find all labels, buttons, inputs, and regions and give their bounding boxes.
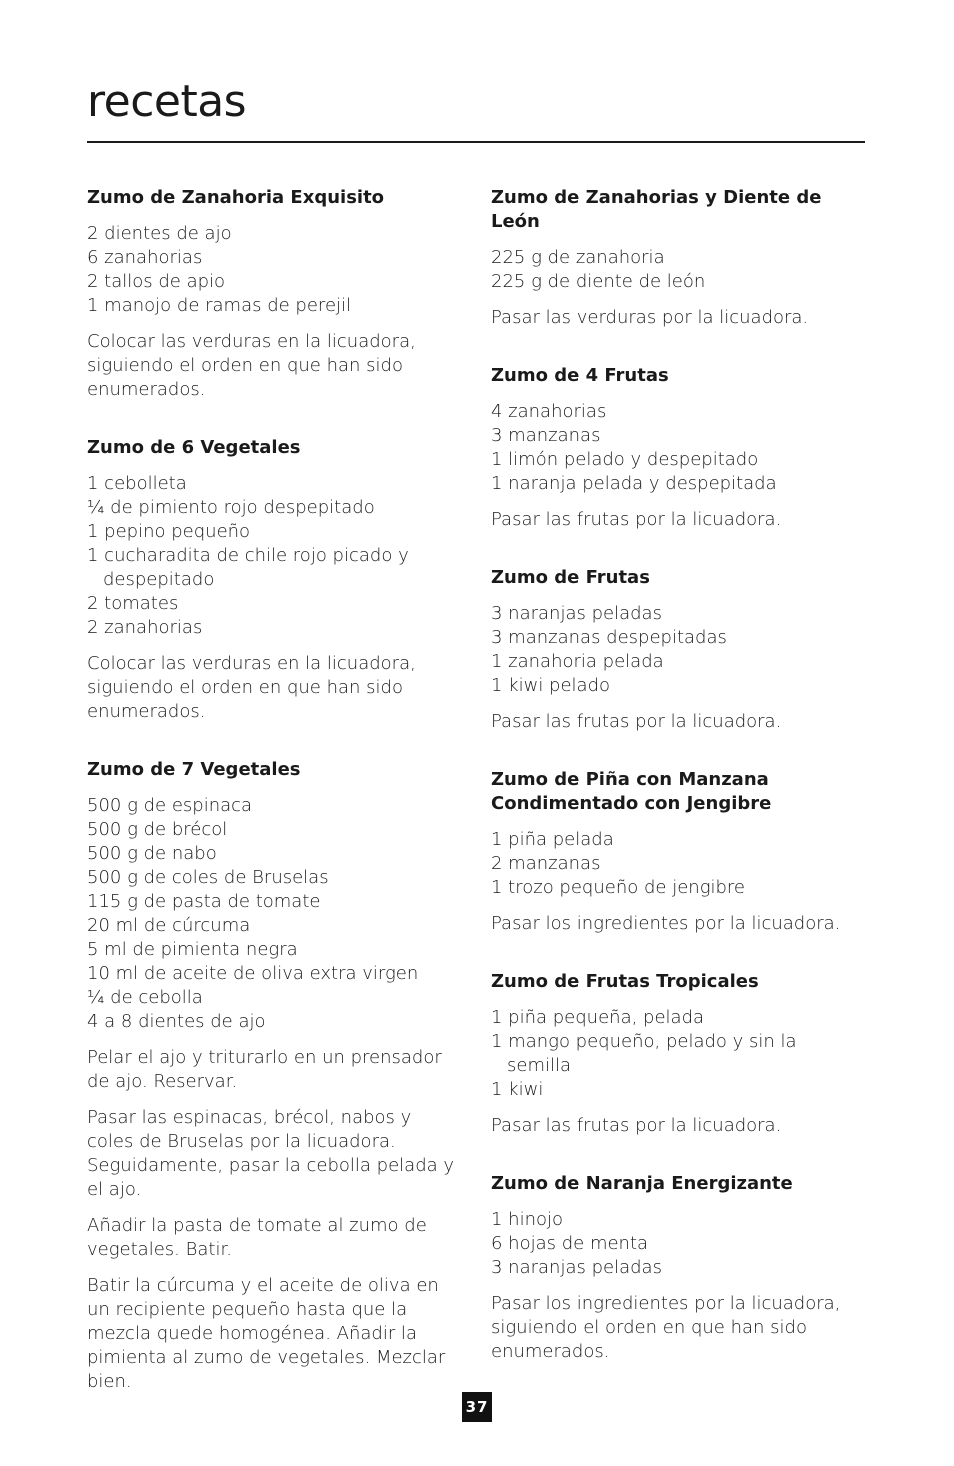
ingredient-item: 6 hojas de menta: [491, 1233, 649, 1254]
recipe: [491, 1172, 866, 1364]
ingredient-item: 500 g de espinaca: [87, 795, 253, 816]
ingredient-item: 1 hinojo: [491, 1209, 564, 1230]
ingredient-item: 6 zanahorias: [87, 247, 203, 268]
recipe-title: Zumo de 7 Vegetales: [87, 759, 301, 780]
ingredient-item: 1 naranja pelada y despepitada: [491, 473, 777, 494]
recipe: [491, 566, 866, 734]
recipe-title: Zumo de 4 Frutas: [491, 365, 669, 386]
ingredient-list: [491, 828, 866, 900]
recipe-title: Zumo de Naranja Energizante: [491, 1173, 793, 1194]
ingredient-item: 1 zanahoria pelada: [491, 651, 664, 672]
ingredient-item: 1 manojo de ramas de perejil: [87, 295, 352, 316]
ingredient-item: 2 dientes de ajo: [87, 223, 232, 244]
recipe-title: Zumo de Zanahorias y Diente de León: [491, 187, 822, 232]
ingredient-item: 2 manzanas: [491, 853, 601, 874]
recipe-title: Zumo de Frutas Tropicales: [491, 971, 759, 992]
ingredient-item: 10 ml de aceite de oliva extra virgen: [87, 963, 419, 984]
recipe-step: Pasar las frutas por la licuadora.: [491, 1115, 782, 1136]
ingredient-item: 1 kiwi pelado: [491, 675, 611, 696]
ingredient-item: 2 tomates: [87, 593, 179, 614]
ingredient-item: 3 manzanas despepitadas: [491, 627, 727, 648]
recipe-step: Pelar el ajo y triturarlo en un prensador de ajo. Reservar.: [87, 1047, 442, 1092]
ingredient-item: 225 g de zanahoria: [491, 247, 665, 268]
recipe-step: Colocar las verduras en la licuadora, siguiendo el orden en que han sido enumerados.: [87, 653, 416, 722]
recipe-step: Pasar las espinacas, brécol, nabos y coles de Bruselas por la licuadora. Seguidamente, pasar la cebolla pelada y el ajo.: [87, 1107, 455, 1200]
ingredient-item: 1 piña pequeña, pelada: [491, 1007, 705, 1028]
ingredient-list: [87, 222, 462, 318]
ingredient-item: 1 cucharadita de chile rojo picado y despepitado: [87, 545, 409, 590]
ingredient-item: 3 naranjas peladas: [491, 603, 662, 624]
recipe-step: Pasar las frutas por la licuadora.: [491, 711, 782, 732]
ingredient-item: 1 limón pelado y despepitado: [491, 449, 759, 470]
ingredient-item: 1 kiwi: [491, 1079, 544, 1100]
ingredient-item: 1 pepino pequeño: [87, 521, 251, 542]
title-divider: [87, 141, 865, 143]
left-column: [87, 186, 462, 1428]
recipe-title: Zumo de Piña con Manzana Condimentado con Jengibre: [491, 769, 772, 814]
recipe-step: Pasar las frutas por la licuadora.: [491, 509, 782, 530]
ingredient-list: [491, 1208, 866, 1280]
ingredient-item: 4 a 8 dientes de ajo: [87, 1011, 266, 1032]
recipe: [491, 768, 866, 936]
page-number: 37: [462, 1392, 492, 1422]
ingredient-list: [87, 472, 462, 640]
recipe-step: Pasar los ingredientes por la licuadora, siguiendo el orden en que han sido enumerados.: [491, 1293, 841, 1362]
recipe: [491, 186, 866, 330]
recipe-step: Pasar las verduras por la licuadora.: [491, 307, 809, 328]
recipe: [491, 970, 866, 1138]
ingredient-item: 500 g de nabo: [87, 843, 217, 864]
ingredient-item: 2 zanahorias: [87, 617, 203, 638]
ingredient-item: 1 trozo pequeño de jengibre: [491, 877, 745, 898]
ingredient-item: 500 g de coles de Bruselas: [87, 867, 329, 888]
ingredient-item: 2 tallos de apio: [87, 271, 226, 292]
recipe-title: Zumo de 6 Vegetales: [87, 437, 301, 458]
ingredient-list: [491, 400, 866, 496]
ingredient-list: [491, 246, 866, 294]
ingredient-item: ¼ de cebolla: [87, 987, 203, 1008]
recipe: [491, 364, 866, 532]
recipe-step: Pasar los ingredientes por la licuadora.: [491, 913, 841, 934]
ingredient-item: 225 g de diente de león: [491, 271, 706, 292]
right-column: [491, 186, 866, 1398]
recipe-step: Añadir la pasta de tomate al zumo de vegetales. Batir.: [87, 1215, 427, 1260]
ingredient-list: [87, 794, 462, 1034]
recipe: [87, 758, 462, 1394]
ingredient-item: 115 g de pasta de tomate: [87, 891, 321, 912]
ingredient-item: 1 piña pelada: [491, 829, 614, 850]
recipe-title: Zumo de Zanahoria Exquisito: [87, 187, 385, 208]
recipe-title: Zumo de Frutas: [491, 567, 650, 588]
ingredient-item: 1 mango pequeño, pelado y sin la semilla: [491, 1031, 797, 1076]
recipe-step: Batir la cúrcuma y el aceite de oliva en un recipiente pequeño hasta que la mezcla quede homogénea. Añadir la pimienta al zumo de vegetales. Mezclar bien.: [87, 1275, 446, 1392]
recipe: [87, 186, 462, 402]
ingredient-item: 20 ml de cúrcuma: [87, 915, 251, 936]
recipe: [87, 436, 462, 724]
ingredient-item: 3 manzanas: [491, 425, 601, 446]
ingredient-item: 500 g de brécol: [87, 819, 228, 840]
ingredient-item: 5 ml de pimienta negra: [87, 939, 298, 960]
ingredient-item: ¼ de pimiento rojo despepitado: [87, 497, 375, 518]
recipe-step: Colocar las verduras en la licuadora, siguiendo el orden en que han sido enumerados.: [87, 331, 416, 400]
ingredient-list: [491, 602, 866, 698]
ingredient-list: [491, 1006, 866, 1102]
ingredient-item: 1 cebolleta: [87, 473, 187, 494]
ingredient-item: 3 naranjas peladas: [491, 1257, 662, 1278]
ingredient-item: 4 zanahorias: [491, 401, 607, 422]
page-title: recetas: [87, 76, 247, 127]
